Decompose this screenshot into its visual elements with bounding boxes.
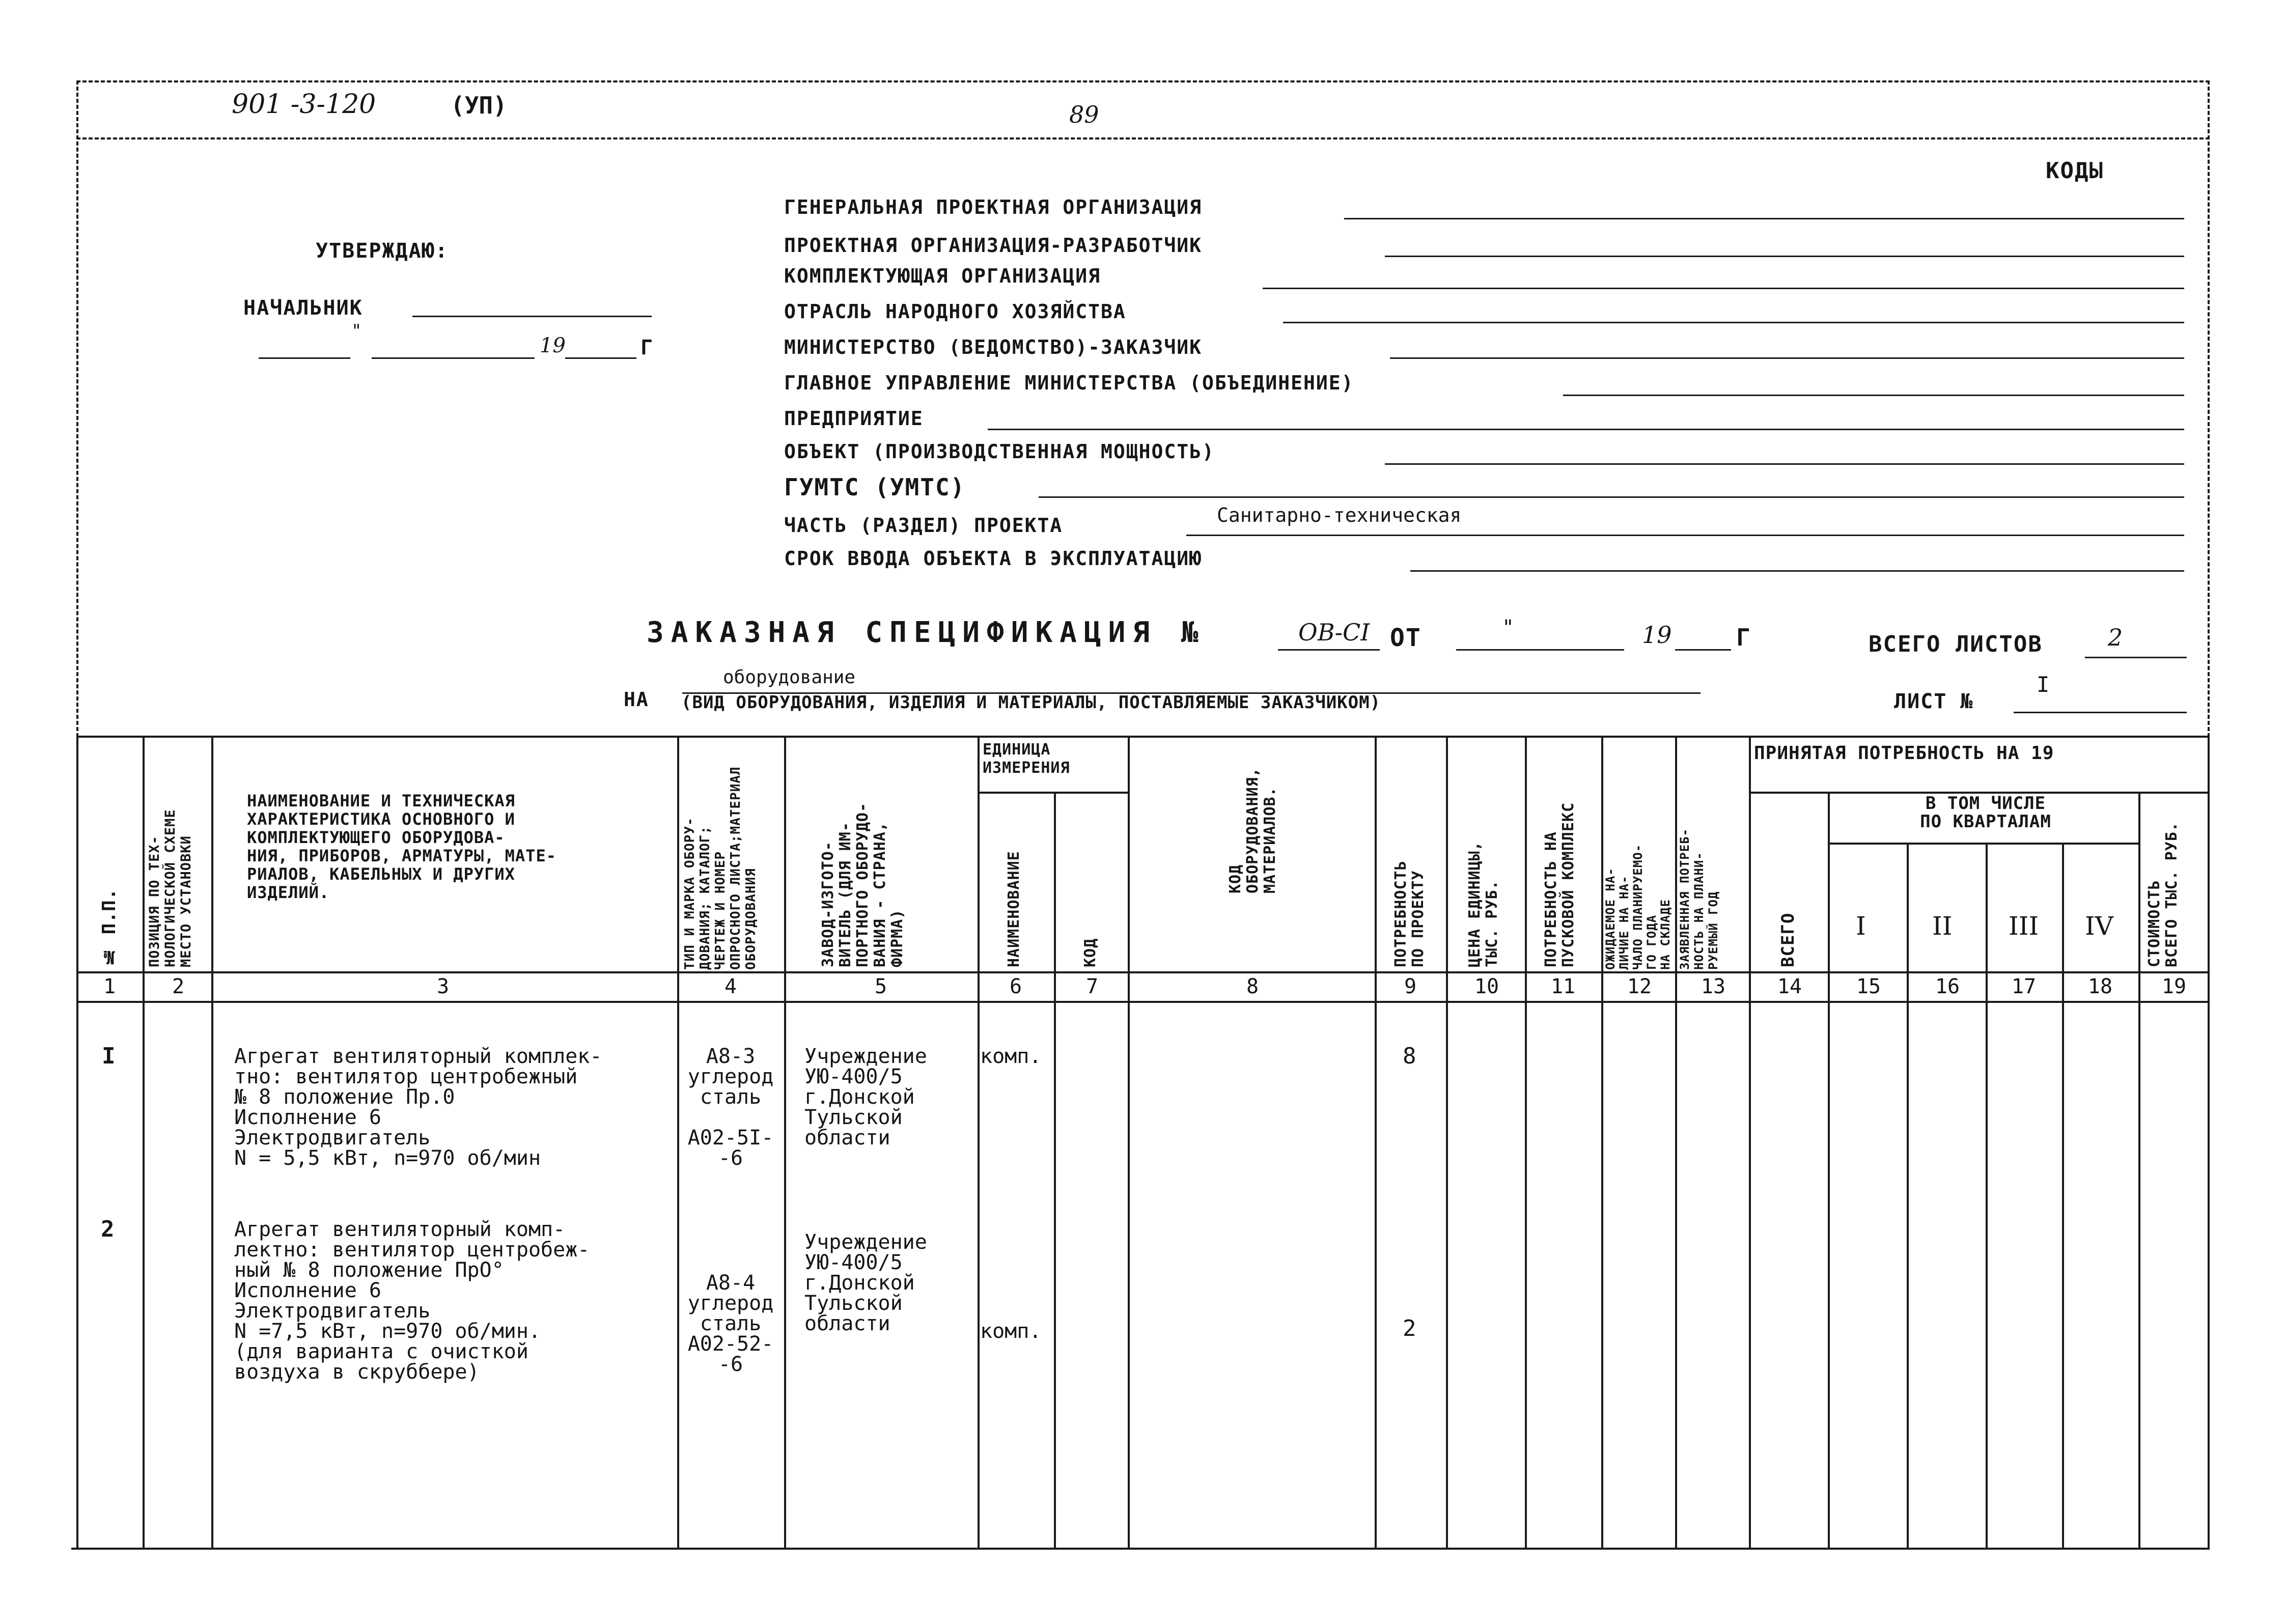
doc-code: 901 -3-120: [232, 89, 376, 120]
field-general-org-label: ГЕНЕРАЛЬНАЯ ПРОЕКТНАЯ ОРГАНИЗАЦИЯ: [784, 196, 1202, 218]
spec-title: ЗАКАЗНАЯ СПЕЦИФИКАЦИЯ №: [647, 616, 1206, 649]
header-cost: СТОИМОСТЬ ВСЕГО ТЫС. РУБ.: [2145, 822, 2181, 967]
field-industry-line: [1283, 322, 2184, 323]
table-colnum-bottom: [76, 1001, 2210, 1003]
header-type: ТИП И МАРКА ОБОРУ- ДОВАНИЯ; КАТАЛОГ; ЧЕРТЕЖ И НОМЕР ОПРОСНОГО ЛИСТА;МАТЕРИАЛ ОБОРУДОВАНИЯ: [682, 766, 759, 970]
col-line-6: [1054, 792, 1056, 1549]
colnum-7: 7: [1085, 975, 1099, 998]
header-q2: II: [1932, 911, 1953, 941]
spec-year-line: [1675, 649, 1731, 651]
row1-number: I: [102, 1043, 116, 1069]
approve-year-suffix: Г: [640, 336, 654, 359]
colnum-14: 14: [1777, 975, 1802, 998]
approve-month-line: [372, 357, 535, 359]
field-gumts-label: ГУМТС (УМТС): [784, 473, 966, 501]
colnum-12: 12: [1627, 975, 1652, 998]
spec-year: 19: [1642, 621, 1672, 649]
total-sheets-label: ВСЕГО ЛИСТОВ: [1869, 631, 2043, 657]
col-line-11: [1601, 736, 1603, 1549]
sheet-label: ЛИСТ №: [1894, 690, 1974, 713]
spec-number-line: [1278, 649, 1380, 651]
col-line-18: [2138, 792, 2140, 1549]
chief-label: НАЧАЛЬНИК: [243, 296, 363, 320]
col-line-10: [1525, 736, 1527, 1549]
row2-unit: комп.: [980, 1320, 1042, 1343]
row2-type: А8-4 углерод сталь А02-52- -6: [687, 1271, 774, 1376]
col-line-4: [784, 736, 786, 1549]
header-unit-name: НАИМЕНОВАНИЕ: [1005, 851, 1023, 967]
col-line-12: [1675, 736, 1677, 1549]
field-ministry-label: МИНИСТЕРСТВО (ВЕДОМСТВО)-ЗАКАЗЧИК: [784, 336, 1202, 358]
page-number: 89: [1069, 101, 1099, 128]
colnum-10: 10: [1474, 975, 1499, 998]
row2-maker: Учреждение УЮ-400/5 г.Донской Тульской области: [804, 1230, 927, 1335]
field-main-dept-label: ГЛАВНОЕ УПРАВЛЕНИЕ МИНИСТЕРСТВА (ОБЪЕДИНЕНИЕ): [784, 372, 1354, 394]
table-top: [76, 736, 2210, 738]
col-line-1: [143, 736, 145, 1549]
field-enterprise-label: ПРЕДПРИЯТИЕ: [784, 407, 924, 430]
spec-year-suffix: Г: [1736, 624, 1751, 651]
approve-year: 19: [540, 334, 566, 357]
col-line-15: [1907, 843, 1909, 1549]
field-complete-org-line: [1263, 288, 2184, 289]
frame-left: [76, 80, 78, 737]
header-declared-need: ЗАЯВЛЕННАЯ ПОТРЕБ- НОСТЬ НА ПЛАНИ- РУЕМЫЙ ГОД: [1678, 828, 1720, 970]
approve-date-quote: ": [351, 321, 362, 341]
row1-unit: комп.: [980, 1045, 1042, 1068]
header-name: НАИМЕНОВАНИЕ И ТЕХНИЧЕСКАЯ ХАРАКТЕРИСТИКА ОСНОВНОГО И КОМПЛЕКТУЮЩЕГО ОБОРУДОВА- НИЯ, ПРИБОРОВ, АРМАТУРЫ, МАТЕ- РИАЛОВ, КАБЕЛЬНЫХ И ДРУГИХ ИЗДЕЛИЙ.: [247, 791, 556, 902]
row1-maker: Учреждение УЮ-400/5 г.Донской Тульской области: [804, 1045, 927, 1150]
header-launch-complex: ПОТРЕБНОСТЬ НА ПУСКОВОЙ КОМПЛЕКС: [1542, 802, 1577, 967]
total-sheets-value: 2: [2108, 624, 2123, 651]
col-line-19: [2208, 736, 2210, 1549]
header-position: ПОЗИЦИЯ ПО ТЕХ- НОЛОГИЧЕСКОЙ СХЕМЕ МЕСТО УСТАНОВКИ: [147, 809, 194, 967]
approve-year-line: [565, 357, 636, 359]
row2-qty: 2: [1403, 1315, 1416, 1341]
colnum-18: 18: [2087, 975, 2113, 998]
row1-qty: 8: [1403, 1043, 1416, 1069]
colnum-13: 13: [1701, 975, 1726, 998]
field-commission-label: СРОК ВВОДА ОБЪЕКТА В ЭКСПЛУАТАЦИЮ: [784, 547, 1202, 570]
colnum-15: 15: [1856, 975, 1881, 998]
header-quarters-group: В ТОМ ЧИСЛЕ ПО КВАРТАЛАМ: [1920, 793, 2051, 832]
header-unit-code: КОД: [1081, 938, 1099, 967]
col-line-3: [677, 736, 679, 1549]
field-general-org-line: [1344, 218, 2184, 219]
header-maker: ЗАВОД-ИЗГОТО- ВИТЕЛЬ (ДЛЯ ИМ- ПОРТНОГО ОБОРУДО- ВАНИЯ - СТРАНА, ФИРМА): [819, 802, 906, 967]
field-project-part-label: ЧАСТЬ (РАЗДЕЛ) ПРОЕКТА: [784, 514, 1063, 537]
row2-number: 2: [101, 1216, 115, 1242]
header-equipment-code: КОД ОБОРУДОВАНИЯ, МАТЕРИАЛОВ.: [1227, 767, 1279, 893]
col-line-14: [1828, 792, 1830, 1549]
codes-label: КОДЫ: [2046, 158, 2104, 184]
quarters-group-divider: [1828, 843, 2138, 845]
header-total: ВСЕГО: [1778, 912, 1798, 967]
frame-header-divider: [76, 137, 2210, 139]
field-complete-org-label: КОМПЛЕКТУЮЩАЯ ОРГАНИЗАЦИЯ: [784, 265, 1101, 287]
frame-right: [2208, 80, 2210, 737]
field-object-label: ОБЪЕКТ (ПРОИЗВОДСТВЕННАЯ МОЩНОСТЬ): [784, 440, 1215, 463]
header-required: ПОТРЕБНОСТЬ ПО ПРОЕКТУ: [1392, 860, 1427, 967]
field-gumts-line: [1039, 496, 2184, 498]
field-project-part-line: [1186, 535, 2184, 536]
field-project-org-line: [1385, 256, 2184, 257]
field-enterprise-line: [988, 429, 2184, 430]
spec-number: ОВ-СI: [1298, 619, 1370, 646]
col-line-2: [211, 736, 213, 1549]
col-line-16: [1986, 843, 1988, 1549]
field-industry-label: ОТРАСЛЬ НАРОДНОГО ХОЗЯЙСТВА: [784, 300, 1126, 323]
spec-date-line: [1456, 649, 1624, 651]
field-project-org-label: ПРОЕКТНАЯ ОРГАНИЗАЦИЯ-РАЗРАБОТЧИК: [784, 234, 1202, 257]
field-object-line: [1385, 463, 2184, 465]
spec-quote: ": [1502, 616, 1515, 639]
col-line-9: [1446, 736, 1448, 1549]
col-line-13: [1749, 736, 1751, 1549]
colnum-2: 2: [172, 975, 185, 998]
field-project-part-value: Санитарно-техническая: [1217, 504, 1462, 526]
field-main-dept-line: [1563, 395, 2184, 396]
header-unit-group: ЕДИНИЦА ИЗМЕРЕНИЯ: [983, 741, 1070, 777]
table-header-bottom: [76, 971, 2210, 973]
frame-top: [76, 80, 2210, 82]
colnum-11: 11: [1550, 975, 1576, 998]
header-unit-price: ЦЕНА ЕДИНИЦЫ, ТЫС. РУБ.: [1466, 841, 1501, 967]
unit-group-divider: [978, 792, 1128, 794]
colnum-8: 8: [1246, 975, 1259, 998]
col-line-17: [2062, 843, 2064, 1549]
spec-on-prefix: НА: [624, 688, 649, 711]
spec-on-value: оборудование: [723, 667, 856, 688]
header-q4: IV: [2085, 911, 2113, 941]
chief-signature-line: [412, 316, 652, 317]
col-line-7: [1128, 736, 1130, 1549]
approve-title: УТВЕРЖДАЮ:: [316, 239, 449, 263]
header-accepted-group: ПРИНЯТАЯ ПОТРЕБНОСТЬ НА 19: [1754, 743, 2054, 764]
sheet-number-line: [2014, 712, 2187, 713]
field-ministry-line: [1390, 357, 2184, 359]
header-expected-stock: ОЖИДАЕМОЕ НА- ЛИЧИЕ НА НА- ЧАЛО ПЛАНИРУЕМО- ГО ГОДА НА СКЛАДЕ: [1603, 844, 1673, 970]
total-sheets-line: [2085, 657, 2187, 658]
colnum-4: 4: [724, 975, 737, 998]
row1-type: А8-3 углерод сталь А02-5I- -6: [687, 1045, 774, 1170]
row1-name: Агрегат вентиляторный комплек- тно: вентилятор центробежный № 8 положение Пр.0 Исполнение 6 Электродвигатель N = 5,5 кВт, n=970 об/мин: [234, 1045, 602, 1170]
colnum-9: 9: [1404, 975, 1417, 998]
colnum-6: 6: [1009, 975, 1022, 998]
colnum-5: 5: [874, 975, 887, 998]
spec-from: ОТ: [1390, 624, 1422, 652]
colnum-1: 1: [103, 975, 116, 998]
colnum-16: 16: [1935, 975, 1960, 998]
spec-on-note: (ВИД ОБОРУДОВАНИЯ, ИЗДЕЛИЯ И МАТЕРИАЛЫ, ПОСТАВЛЯЕМЫЕ ЗАКАЗЧИКОМ): [681, 692, 1381, 713]
sheet-number: I: [2037, 672, 2050, 697]
header-row-number: № П.П.: [99, 888, 120, 967]
colnum-3: 3: [436, 975, 450, 998]
col-line-8: [1375, 736, 1377, 1549]
album-code: (УП): [451, 92, 507, 119]
field-commission-line: [1410, 570, 2184, 572]
header-q3: III: [2009, 911, 2039, 941]
table-bottom: [71, 1548, 2210, 1550]
col-line-0: [76, 736, 78, 1549]
header-q1: I: [1856, 911, 1866, 941]
colnum-19: 19: [2161, 975, 2187, 998]
colnum-17: 17: [2011, 975, 2037, 998]
row2-name: Агрегат вентиляторный комп- лектно: вентилятор центробеж- ный № 8 положение ПрО° Исполнение 6 Электродвигатель N =7,5 кВт, n=970 об/мин. (для варианта с очисткой воздуха в скруббере): [234, 1218, 590, 1384]
approve-date-line: [259, 357, 350, 359]
col-line-5: [978, 736, 980, 1549]
